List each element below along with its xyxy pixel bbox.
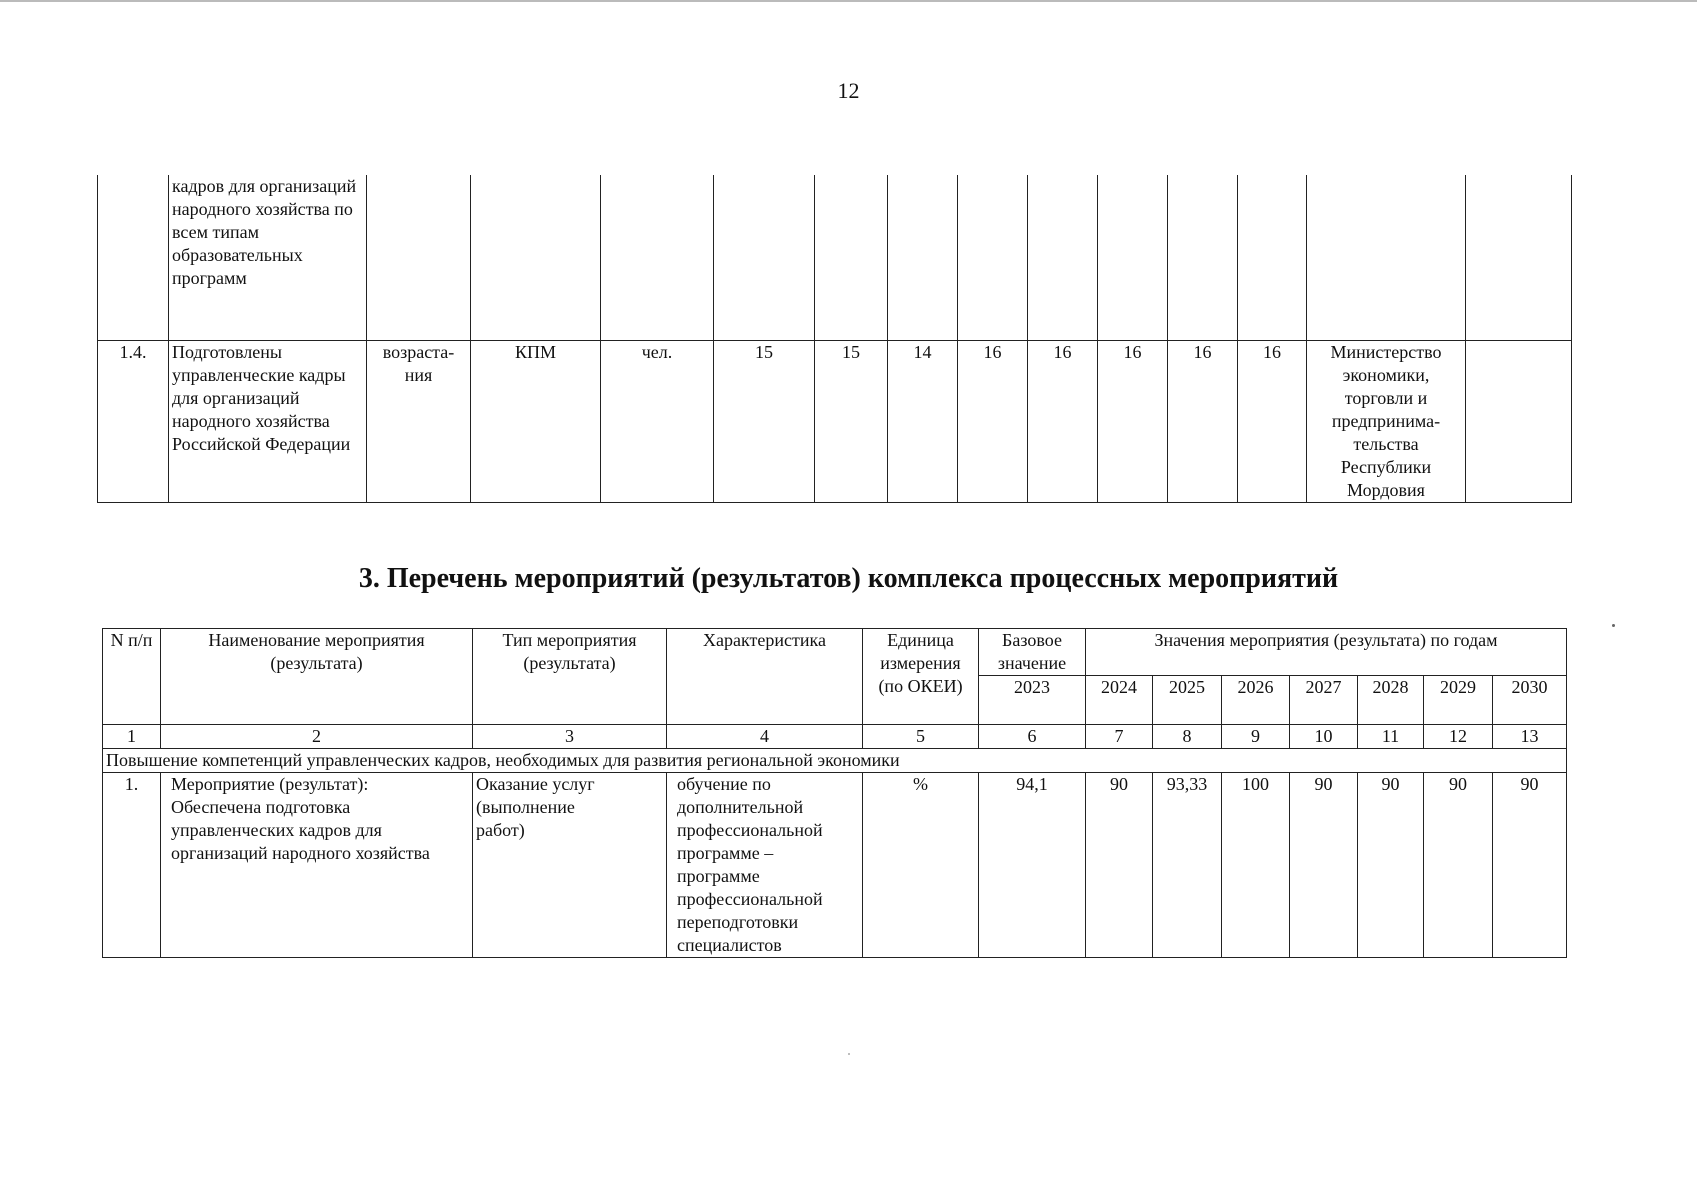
- value-cell: 15: [815, 340, 888, 502]
- table-row: [98, 340, 1572, 502]
- header-base: Базовое значение: [979, 629, 1086, 676]
- column-number-row: [103, 725, 1567, 749]
- value-cell: 90: [1358, 773, 1424, 958]
- header-year: 2027: [1290, 676, 1358, 725]
- column-number: 8: [1153, 725, 1222, 749]
- column-number: 6: [979, 725, 1086, 749]
- header-unit: Единица измерения (по ОКЕИ): [863, 629, 979, 725]
- value-cell: 93,33: [1153, 773, 1222, 958]
- empty-cell: [1466, 340, 1572, 502]
- column-number: 5: [863, 725, 979, 749]
- indicators-table-continuation: [97, 175, 1572, 503]
- header-values-by-year: Значения мероприятия (результата) по годам: [1086, 629, 1567, 676]
- indicator-name: Подготовлены управленческие кадры для организаций народного хозяйства Российской Федерации: [169, 340, 367, 502]
- table-row: [103, 773, 1567, 958]
- column-number: 12: [1424, 725, 1493, 749]
- table-row: [98, 175, 1572, 340]
- row-number: 1.: [103, 773, 161, 958]
- header-year: 2025: [1153, 676, 1222, 725]
- scan-top-edge: [0, 0, 1697, 2]
- column-number: 3: [473, 725, 667, 749]
- value-cell: 90: [1086, 773, 1153, 958]
- row-number: 1.4.: [98, 340, 169, 502]
- activities-table: [102, 628, 1567, 958]
- section-title: 3. Перечень мероприятий (результатов) комплекса процессных мероприятий: [358, 563, 1339, 594]
- group-title: Повышение компетенций управленческих кадров, необходимых для развития региональной экономики: [103, 749, 1567, 773]
- column-number: 11: [1358, 725, 1424, 749]
- value-cell: 15: [714, 340, 815, 502]
- activity-base-value: 94,1: [979, 773, 1086, 958]
- header-num: N п/п: [103, 629, 161, 725]
- page-number: 12: [837, 78, 860, 103]
- value-cell: 14: [888, 340, 958, 502]
- scan-speck: [1612, 624, 1615, 627]
- value-cell: 16: [1238, 340, 1307, 502]
- value-cell: 90: [1424, 773, 1493, 958]
- header-year: 2024: [1086, 676, 1153, 725]
- indicator-type: КПМ: [471, 340, 601, 502]
- header-type: Тип мероприятия (результата): [473, 629, 667, 725]
- scan-speck: [848, 1053, 850, 1055]
- column-number: 7: [1086, 725, 1153, 749]
- activity-type: Оказание услуг (выполнение работ): [473, 773, 667, 958]
- activity-unit: %: [863, 773, 979, 958]
- responsible-body: Министерство экономики, торговли и предпринима-тельства Республики Мордовия: [1307, 340, 1466, 502]
- activity-characteristic: обучение по дополнительной профессиональной программе – программе профессиональной переподготовки специалистов: [667, 773, 863, 958]
- header-name: Наименование мероприятия (результата): [161, 629, 473, 725]
- group-title-row: [103, 749, 1567, 773]
- header-row: [103, 629, 1567, 676]
- column-number: 13: [1493, 725, 1567, 749]
- value-cell: 90: [1290, 773, 1358, 958]
- header-year: 2030: [1493, 676, 1567, 725]
- value-cell: 16: [958, 340, 1028, 502]
- value-cell: 100: [1222, 773, 1290, 958]
- activity-name: Мероприятие (результат): Обеспечена подготовка управленческих кадров для организаций народного хозяйства: [161, 773, 473, 958]
- column-number: 1: [103, 725, 161, 749]
- header-year: 2028: [1358, 676, 1424, 725]
- column-number: 10: [1290, 725, 1358, 749]
- header-base-year: 2023: [979, 676, 1086, 725]
- header-year: 2026: [1222, 676, 1290, 725]
- value-cell: 16: [1028, 340, 1098, 502]
- indicator-name-continuation: кадров для организаций народного хозяйства по всем типам образовательных программ: [169, 175, 367, 340]
- indicator-direction: возраста-ния: [367, 340, 471, 502]
- value-cell: 16: [1098, 340, 1168, 502]
- column-number: 2: [161, 725, 473, 749]
- header-year: 2029: [1424, 676, 1493, 725]
- column-number: 9: [1222, 725, 1290, 749]
- value-cell: 16: [1168, 340, 1238, 502]
- column-number: 4: [667, 725, 863, 749]
- value-cell: 90: [1493, 773, 1567, 958]
- header-characteristic: Характеристика: [667, 629, 863, 725]
- indicator-unit: чел.: [601, 340, 714, 502]
